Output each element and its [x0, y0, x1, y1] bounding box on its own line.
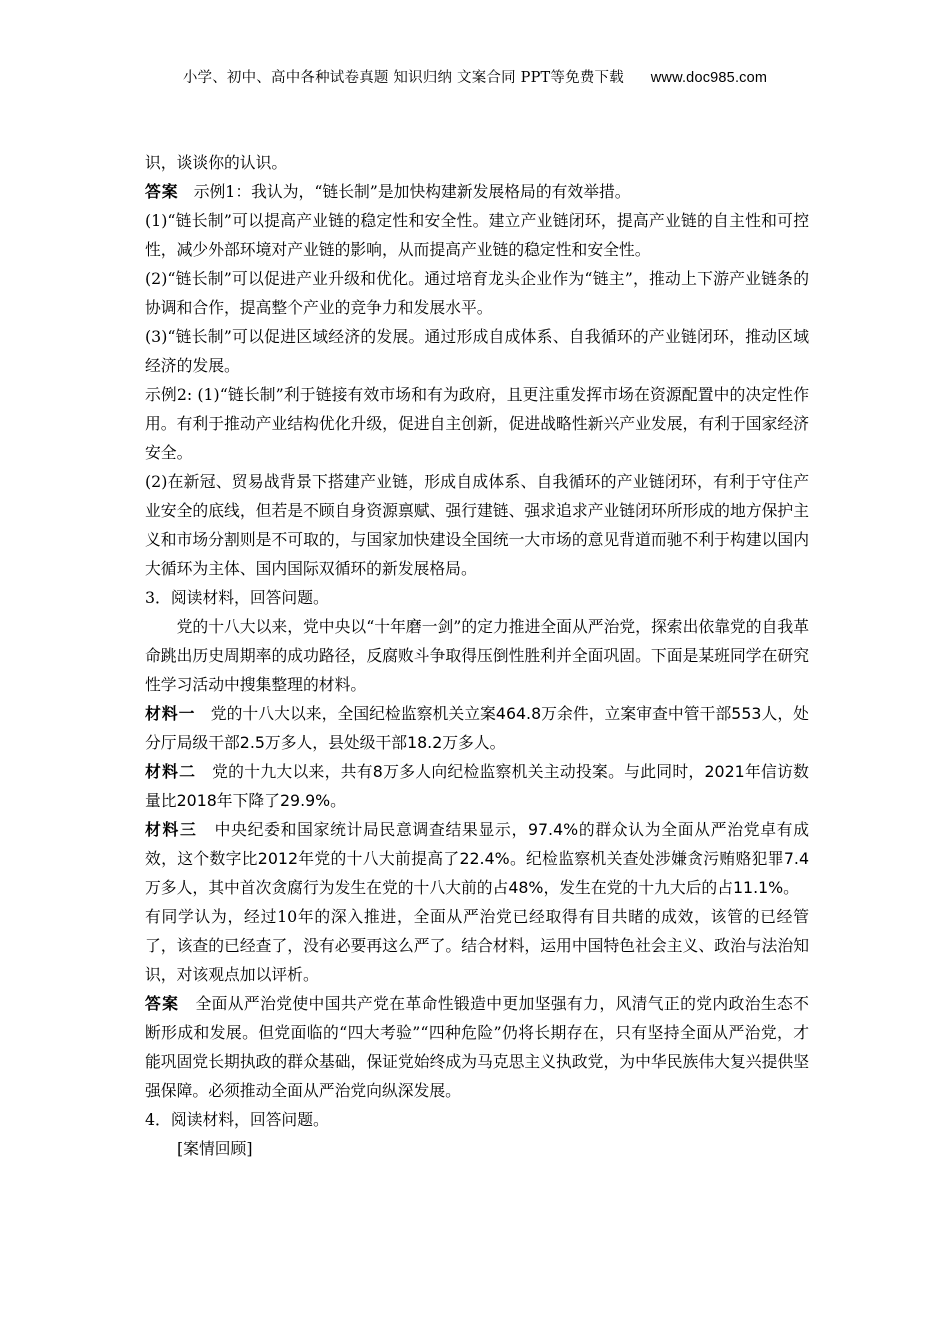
page-header: [0, 66, 950, 87]
material-1: [145, 699, 809, 757]
material-text: 党的十八大以来，全国纪检监察机关立案464.8万余件，立案审查中管干部553人，处分厅局级干部2.5万多人，县处级干部18.2万多人。: [145, 704, 809, 752]
example1-intro: 示例1：我认为，“链长制”是加快构建新发展格局的有效举措。: [193, 182, 631, 201]
material-text: 党的十九大以来，共有8万多人向纪检监察机关主动投案。与此同时，2021年信访数量比2018年下降了29.9%。: [145, 762, 809, 810]
answer-label: 答案: [145, 182, 179, 201]
material-3: [145, 815, 809, 902]
q4-title: 4．阅读材料，回答问题。: [145, 1110, 329, 1129]
q3-question: 有同学认为，经过10年的深入推进，全面从严治党已经取得有目共睹的成效，该管的已经管了，该查的已经查了，没有必要再这么严了。结合材料，运用中国特色社会主义、政治与法治知识，对该观点加以评析。: [145, 907, 809, 984]
example2-point: (2)在新冠、贸易战背景下搭建产业链，形成自成体系、自我循环的产业链闭环，有利于守住产业安全的底线，但若是不顾自身资源禀赋、强行建链、强求追求产业链闭环所形成的地方保护主义和市场分割则是不可取的，与国家加快建设全国统一大市场的意见背道而驰不利于构建以国内大循环为主体、国内国际双循环的新发展格局。: [145, 472, 809, 578]
document-body: [145, 148, 809, 1163]
material-2: [145, 757, 809, 815]
q3-intro: 党的十八大以来，党中央以“十年磨一剑”的定力推进全面从严治党，探索出依靠党的自我革命跳出历史周期率的成功路径，反腐败斗争取得压倒性胜利并全面巩固。下面是某班同学在研究性学习活动中搜集整理的材料。: [145, 617, 809, 694]
q2-tail: 识，谈谈你的认识。: [145, 153, 288, 172]
material-label: 材料二: [145, 762, 197, 781]
example2-point: 示例2: (1)“链长制”利于链接有效市场和有为政府，且更注重发挥市场在资源配置中的决定性作用。有利于推动产业结构优化升级，促进自主创新，促进战略性新兴产业发展，有利于国家经济安全。: [145, 385, 809, 462]
q2-answer-intro: [145, 177, 809, 206]
example1-point: (1)“链长制”可以提高产业链的稳定性和安全性。建立产业链闭环，提高产业链的自主性和可控性，减少外部环境对产业链的影响，从而提高产业链的稳定性和安全性。: [145, 211, 809, 259]
material-label: 材料一: [145, 704, 196, 723]
material-label: 材料三: [145, 820, 198, 839]
answer-label: 答案: [145, 994, 180, 1013]
q3-answer-text: 全面从严治党使中国共产党在革命性锻造中更加坚强有力，风清气正的党内政治生态不断形成和发展。但党面临的“四大考验”“四种危险”仍将长期存在，只有坚持全面从严治党，才能巩固党长期执政的群众基础，保证党始终成为马克思主义执政党，为中华民族伟大复兴提供坚强保障。必须推动全面从严治党向纵深发展。: [145, 994, 809, 1100]
example1-point: (2)“链长制”可以促进产业升级和优化。通过培育龙头企业作为“链主”，推动上下游产业链条的协调和合作，提高整个产业的竞争力和发展水平。: [145, 269, 809, 317]
material-text: 中央纪委和国家统计局民意调查结果显示，97.4%的群众认为全面从严治党卓有成效，这个数字比2012年党的十八大前提高了22.4%。纪检监察机关查处涉嫌贪污贿赂犯罪7.4万多人，其中首次贪腐行为发生在党的十八大前的占48%，发生在党的十九大后的占11.1%。: [145, 820, 809, 897]
header-url[interactable]: www.doc985.com: [650, 70, 768, 86]
case-review-heading: [案情回顾]: [177, 1139, 253, 1158]
q3-answer: [145, 989, 809, 1105]
header-slogan: 小学、初中、高中各种试卷真题 知识归纳 文案合同 PPT等免费下载: [182, 70, 624, 86]
q3-title: 3．阅读材料，回答问题。: [145, 588, 329, 607]
example1-point: (3)“链长制”可以促进区域经济的发展。通过形成自成体系、自我循环的产业链闭环，推动区域经济的发展。: [145, 327, 809, 375]
